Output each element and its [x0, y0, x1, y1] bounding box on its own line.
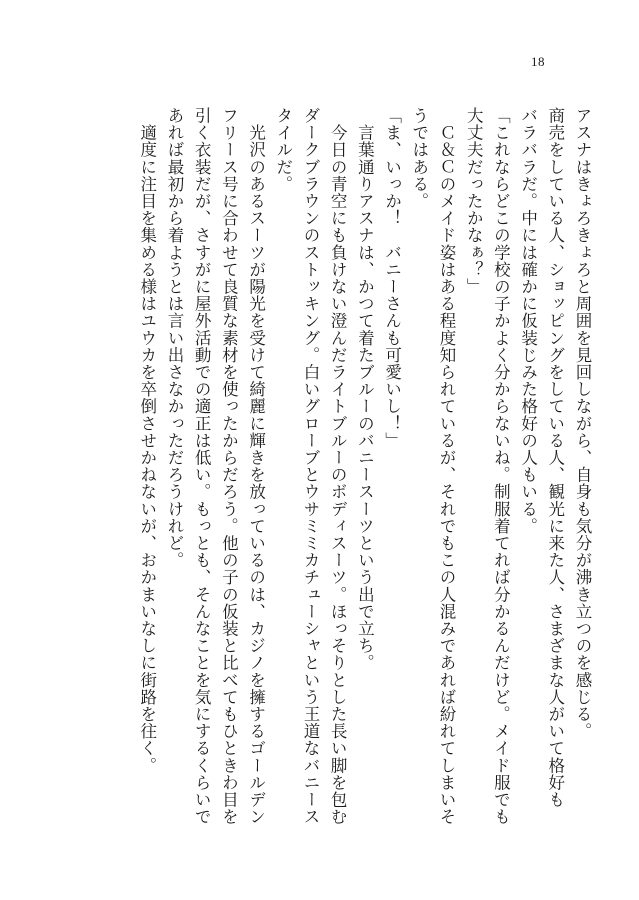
text-line: 商売をしている人、ショッピングをしている人、観光に来た人、さまざまな人がいて格好も	[545, 107, 565, 809]
text-line: 光沢のあるスーツが陽光を受けて綺麗に輝きを放っているのは、カジノを擁するゴールデン	[246, 107, 266, 826]
text-line: 「これならどこの学校の子かよく分からないね。制服着てれば分かるんだけど。メイド服でも	[491, 107, 511, 826]
text-line: うではある。	[409, 107, 429, 210]
text-line: 「ま、いっか！ バニーさんも可愛いし！」	[382, 107, 402, 449]
text-line: ダークブラウンのストッキング。白いグローブとウサミミカチューシャという王道なバニース	[300, 107, 320, 826]
text-line: アスナはきょろきょろと周囲を見回しながら、自身も気分が沸き立つのを感じる。	[573, 107, 592, 740]
text-line: タイルだ。	[273, 107, 293, 193]
text-line: Ｃ＆Ｃのメイド姿はある程度知られているが、それでもこの人混みであれば紛れてしまいそ	[436, 107, 456, 826]
text-line: 言葉通りアスナは、かつて着たブルーのバニースーツという出で立ち。	[355, 107, 375, 672]
text-line: バラバラだ。中には確かに仮装じみた格好の人もいる。	[518, 107, 538, 535]
page-number: 18	[531, 54, 545, 69]
text-line: 大丈夫だったかなぁ？」	[464, 107, 484, 296]
text-line: 適度に注目を集める様はユウカを卒倒させかねないが、おかまいなしに街路を往く。	[137, 107, 157, 774]
text-line: あれば最初から着ようとは言い出さなかっただろうけれど。	[164, 107, 184, 569]
text-line: 今日の青空にも負けない澄んだライトブルーのボディスーツ。ほっそりとした長い脚を包む	[328, 107, 348, 826]
text-line: フリース号に合わせて良質な素材を使ったからだろう。他の子の仮装と比べてもひときわ目を	[219, 107, 239, 826]
text-line: 引く衣装だが、さすがに屋外活動での適正は低い。もっとも、そんなことを気にするくらいで	[192, 107, 212, 826]
novel-body-text	[36, 107, 596, 852]
